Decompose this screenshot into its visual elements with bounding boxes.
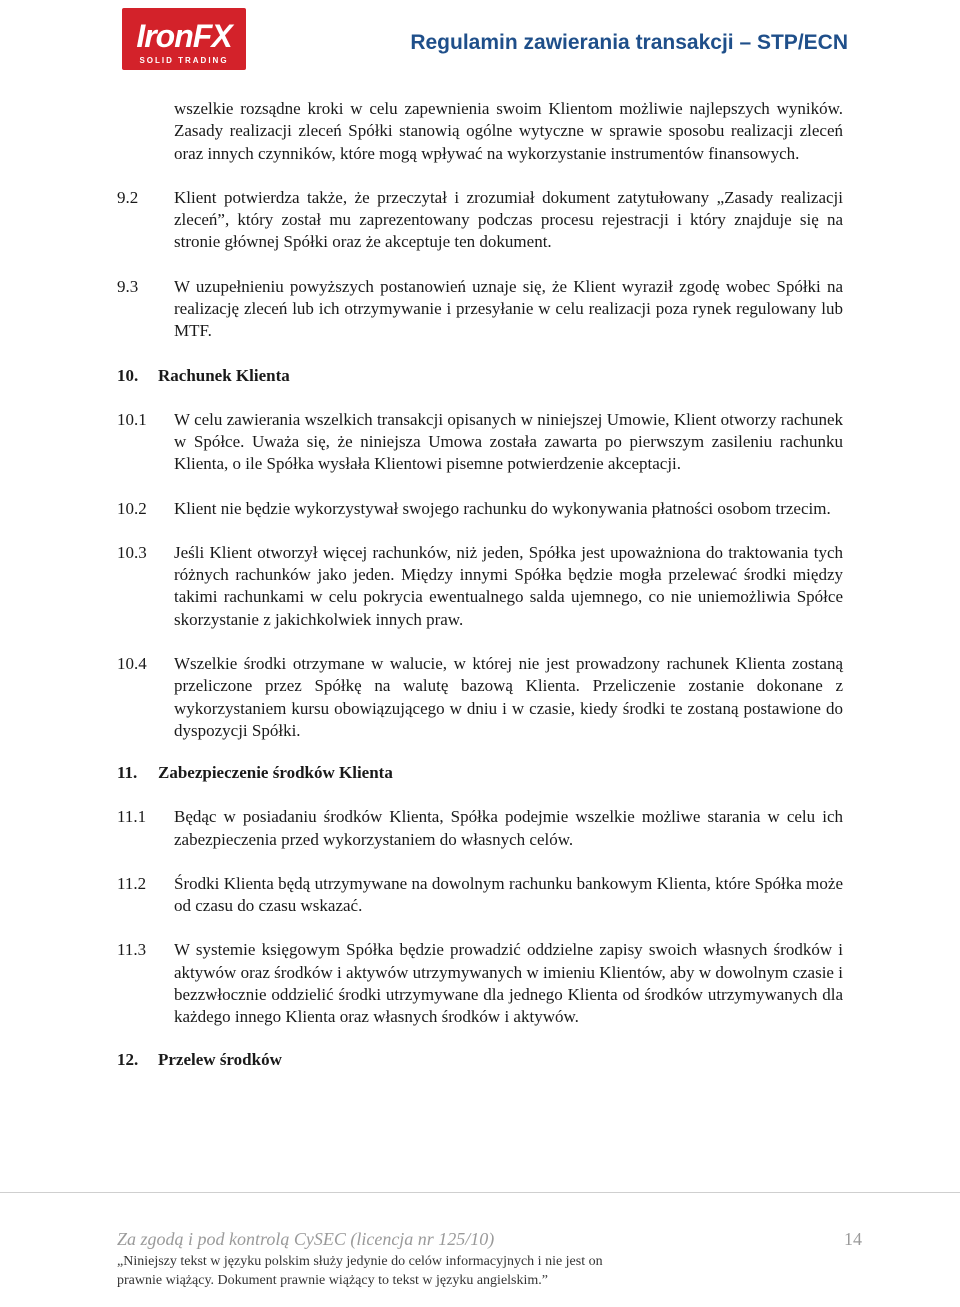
clause-number: 9.2 [117,187,139,207]
clause-10-2 [117,498,843,520]
section-number: 11. [117,763,138,783]
clause-11-2 [117,873,843,918]
logo-wordmark: IronFX [136,18,232,54]
clause-text: Środki Klienta będą utrzymywane na dowolnym rachunku bankowym Klienta, które Spółka może od czasu do czasu wskazać. [174,873,843,916]
clause-number: 11.2 [117,873,147,893]
footer-divider [0,1192,960,1193]
section-number: 10. [117,365,139,385]
clause-number: 9.3 [117,276,139,296]
company-logo [122,8,246,70]
section-heading-12 [117,1049,843,1071]
clause-11-3 [117,939,843,1028]
clause-number: 11.1 [117,807,147,827]
clause-text: W uzupełnieniu powyższych postanowień uznaje się, że Klient wyraził zgodę wobec Spółki na realizację zleceń lub ich otrzymywanie i przesyłanie w celu realizacji poza rynek regulowany lub MTF. [174,276,843,341]
clause-text: W systemie księgowym Spółka będzie prowadzić oddzielne zapisy swoich własnych środków i aktywów oraz środków i aktywów utrzymywanych w imieniu Klientów, aby w dowolnym czasie i bezzwłocznie oddzielić środki utrzymywane dla jednego Klienta od środków utrzymywanych dla każdego innego Klienta oraz własnych środków i aktywów. [174,940,843,1027]
clause-number: 10.1 [117,409,147,429]
clause-number: 10.2 [117,498,147,518]
clause-number: 11.3 [117,940,147,960]
clause-10-1 [117,409,843,476]
clause-text: Będąc w posiadaniu środków Klienta, Spółka podejmie wszelkie możliwe starania w celu ich zabezpieczenia przed wykorzystaniem do własnych celów. [174,807,843,849]
clause-text: Wszelkie środki otrzymane w walucie, w której nie jest prowadzony rachunek Klienta zostaną przeliczone przez Spółkę na walutę bazową Klienta. Przeliczenie zostanie dokonane z wykorzystaniem kursu obowiązującego w dniu i w czasie, kiedy środki te zostaną postawione do dyspozycji Spółki. [174,654,843,740]
clause-9-2 [117,187,843,254]
paragraph-text: wszelkie rozsądne kroki w celu zapewnienia swoim Klientom możliwie najlepszych wyników. Zasady realizacji zleceń Spółki stanowią ogólne wytyczne w sprawie sposobu realizacji zleceń oraz innych czynników, które mogą wpływać na wykorzystanie instrumentów finansowych. [174,99,843,163]
document-title: Regulamin zawierania transakcji – STP/ECN [410,31,848,54]
clause-text: Klient potwierdza także, że przeczytał i zrozumiał dokument zatytułowany „Zasady realizacji zleceń”, który został mu zaprezentowany podczas procesu rejestracji i który znajduje się na stronie głównej Spółki oraz że akceptuje ten dokument. [174,187,843,252]
clause-number: 10.4 [117,654,147,674]
section-heading-11 [117,762,843,784]
clause-10-3 [117,542,843,631]
intro-paragraph [117,98,843,165]
section-title: Zabezpieczenie środków Klienta [158,763,393,783]
clause-10-4 [117,653,843,742]
section-title: Rachunek Klienta [158,365,290,385]
document-body [117,98,843,1071]
section-heading-10 [117,365,843,387]
clause-text: Klient nie będzie wykorzystywał swojego rachunku do wykonywania płatności osobom trzecim. [174,498,831,518]
clause-text: W celu zawierania wszelkich transakcji opisanych w niniejszej Umowie, Klient otworzy rachunek w Spółce. Uważa się, że niniejsza Umowa została zawarta po pierwszym zasileniu rachunku Klienta, o ile Spółka wysłała Klientowi pisemne potwierdzenie akceptacji. [174,409,843,474]
section-title: Przelew środków [158,1049,282,1069]
footer-disclaimer: „Niniejszy tekst w języku polskim służy jedynie do celów informacyjnych i nie jest on prawnie wiążący. Dokument prawnie wiążący to tekst w języku angielskim.” [117,1254,603,1288]
section-number: 12. [117,1049,139,1069]
clause-text: Jeśli Klient otworzył więcej rachunków, niż jeden, Spółka jest upoważniona do traktowania tych różnych rachunków jako jeden. Między innymi Spółka będzie mogła przelewać środki między takimi rachunkami w celu pokrycia ewentualnego salda ujemnego, co nie uniemożliwia Spółce skorzystanie z jakichkolwiek innych praw. [174,542,843,629]
clause-9-3 [117,276,843,343]
logo-tagline: SOLID TRADING [139,56,229,65]
clause-number: 10.3 [117,542,147,562]
clause-11-1 [117,806,843,851]
page-number: 14 [844,1229,862,1249]
footer-licence-text: Za zgodą i pod kontrolą CySEC (licencja nr 125/10) [117,1229,495,1249]
